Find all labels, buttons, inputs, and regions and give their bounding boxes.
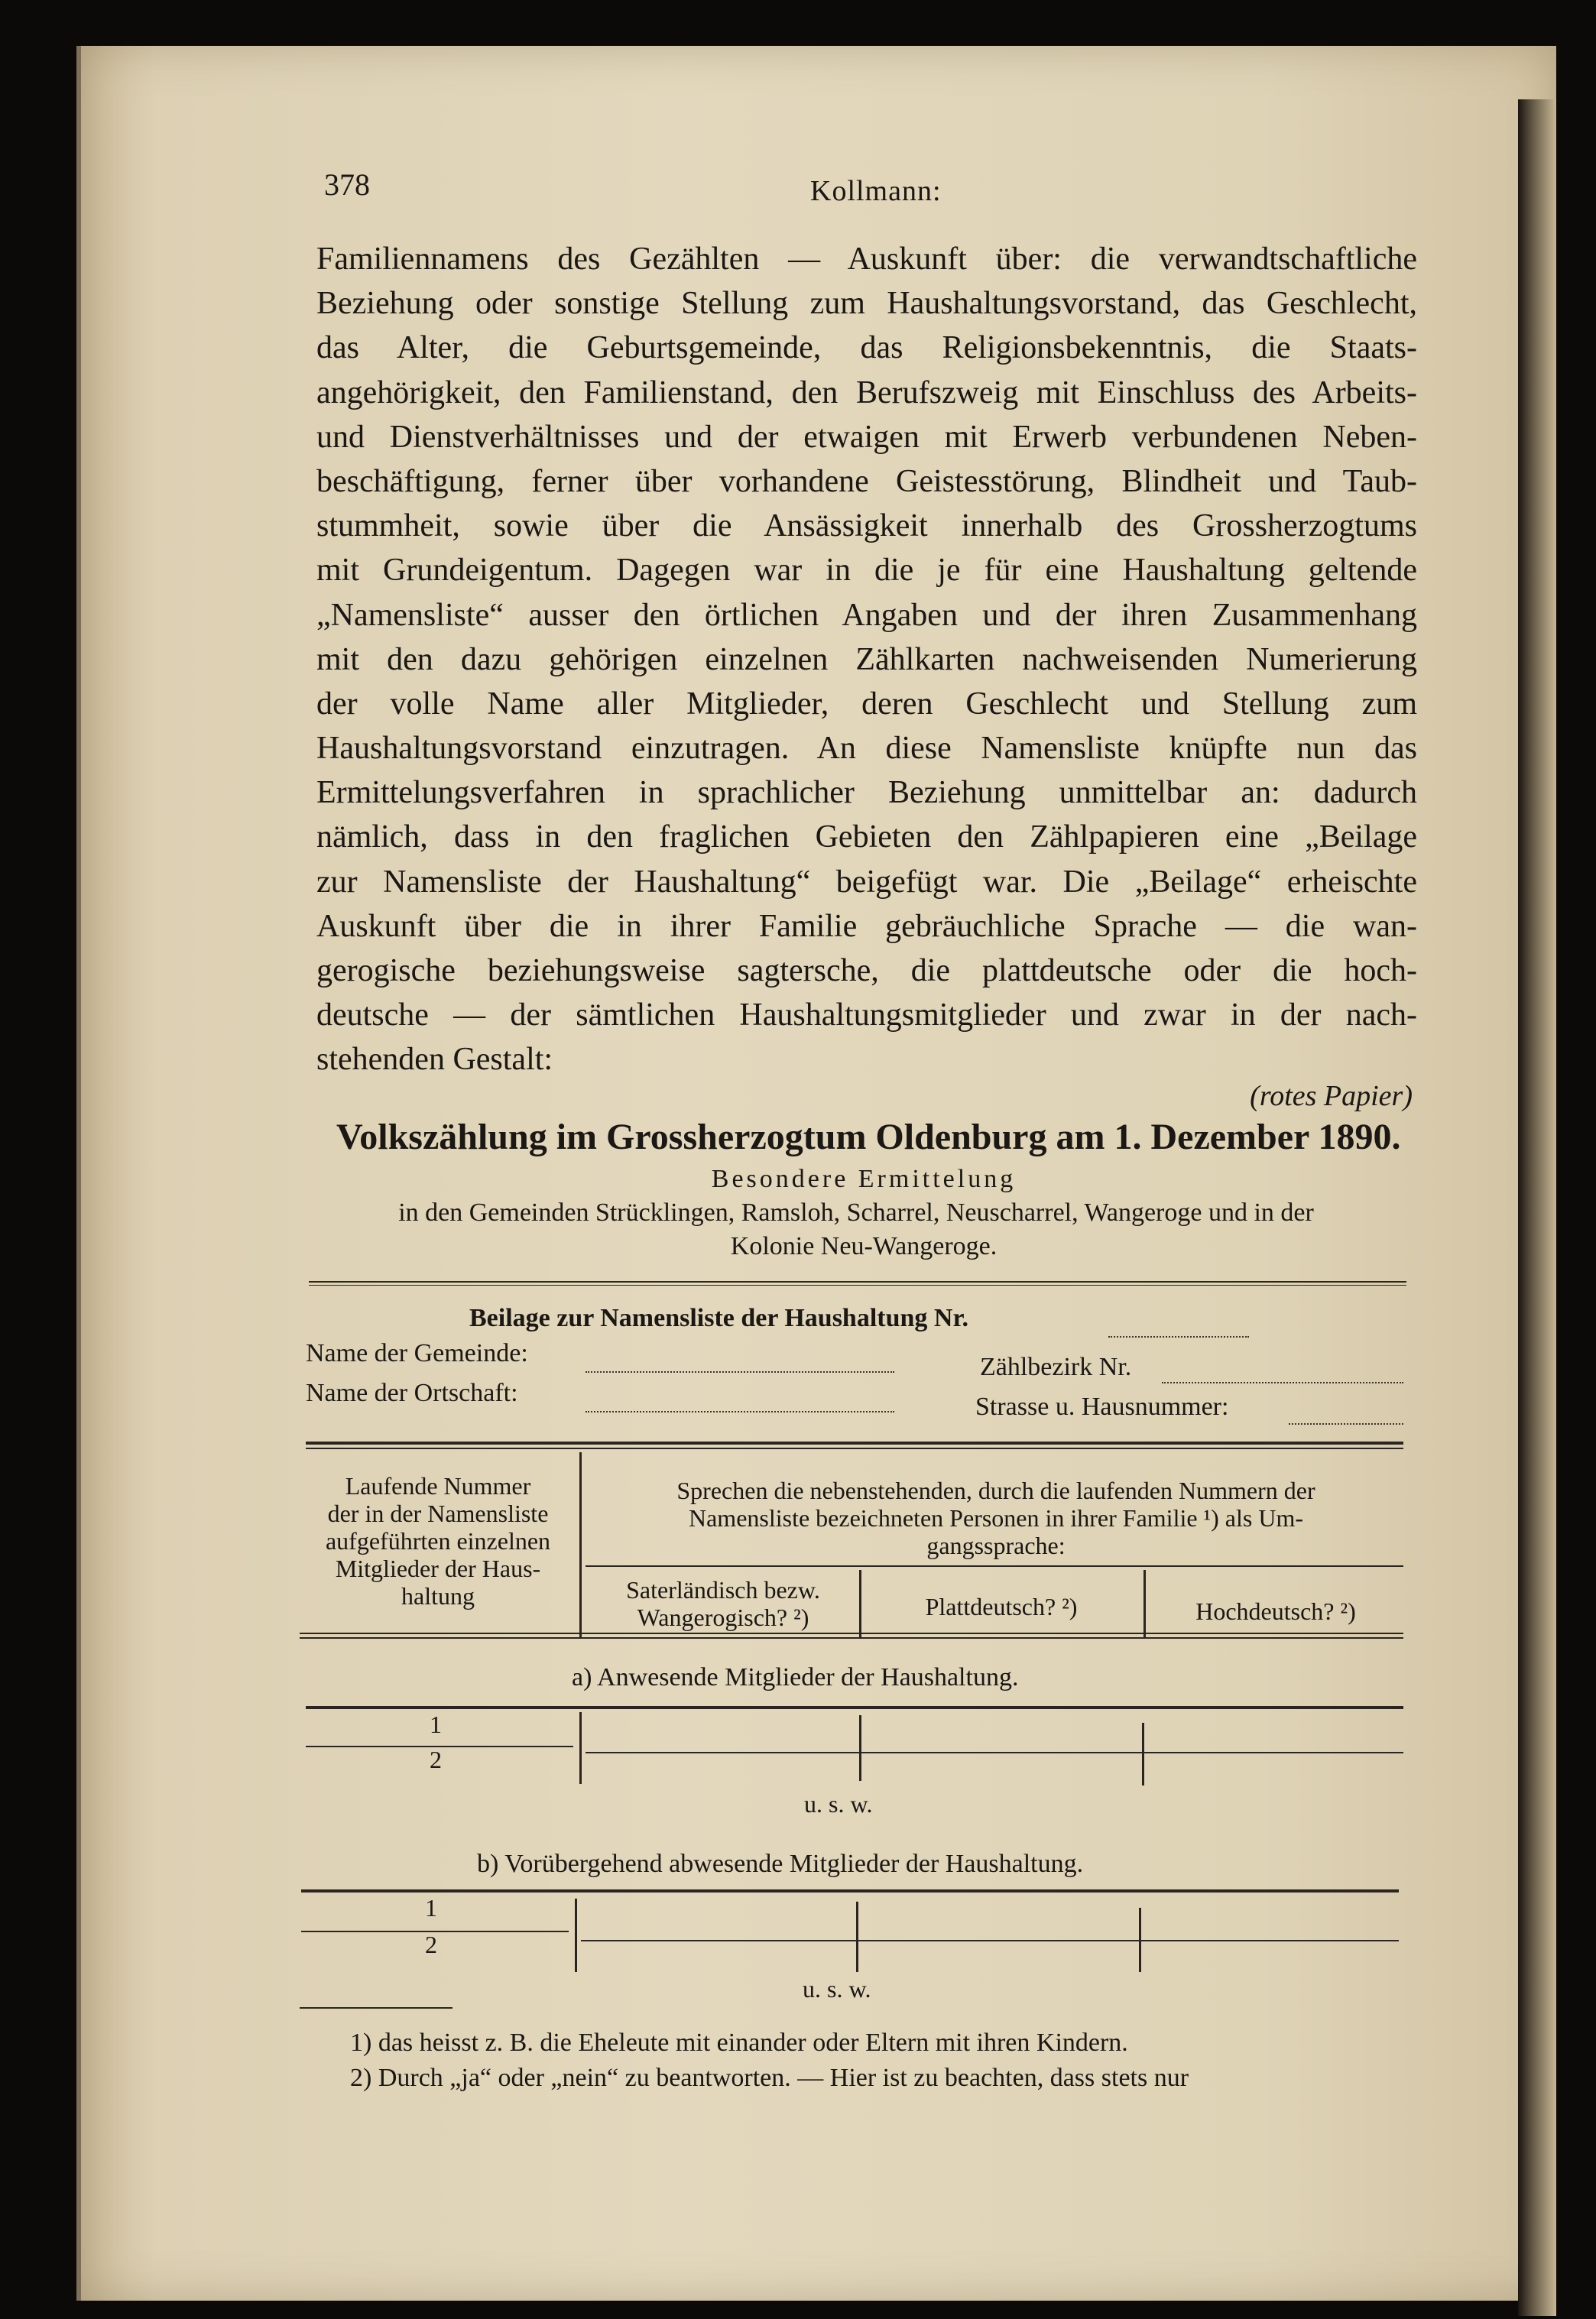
section-rule	[301, 1889, 1399, 1892]
usw-label: u. s. w.	[804, 1790, 873, 1818]
col-group-header: Sprechen die nebenstehenden, durch die laufenden Nummern der Namensliste bezeichneten Personen in ihrer Familie ¹) als Um- gangssprache:	[676, 1477, 1315, 1559]
page-number: 378	[324, 167, 370, 202]
footnote-rule	[300, 2007, 453, 2009]
col-saterlaendisch-header: Saterländisch bezw. Wangerogisch? ²)	[626, 1576, 820, 1631]
col-hochdeutsch-header: Hochdeutsch? ²)	[1195, 1597, 1356, 1625]
col-divider	[859, 1570, 861, 1639]
footnote-2: 2) Durch „ja“ oder „nein“ zu beantworten. — Hier ist zu beachten, dass stets nur	[350, 2064, 1189, 2092]
col-plattdeutsch-header: Plattdeutsch? ²)	[925, 1593, 1078, 1620]
usw-label: u. s. w.	[803, 1975, 871, 2003]
field-line	[586, 1411, 894, 1412]
col1-header: Laufende Nummer der in der Namensliste aufgeführten einzelnen Mitglieder der Haus- haltung	[325, 1472, 551, 1610]
field-zaehlbezirk-label: Zählbezirk Nr.	[980, 1353, 1132, 1381]
footnote-1: 1) das heisst z. B. die Eheleute mit einander oder Eltern mit ihren Kindern.	[350, 2029, 1128, 2057]
running-title: Kollmann:	[810, 175, 942, 207]
body-line: angehörigkeit, den Familienstand, den Berufszweig mit Einschluss des Arbeits-	[316, 375, 1417, 410]
body-paragraph	[316, 237, 1417, 1082]
col-divider	[579, 1452, 582, 1639]
col-divider	[859, 1715, 861, 1781]
body-line: gerogische beziehungsweise sagtersche, die plattdeutsche oder die hoch-	[316, 953, 1417, 988]
body-line: stummheit, sowie über die Ansässigkeit innerhalb des Grossherzogtums	[316, 508, 1417, 544]
col-divider	[575, 1899, 577, 1972]
field-ortschaft-label: Name der Ortschaft:	[306, 1379, 518, 1407]
field-gemeinde-label: Name der Gemeinde:	[306, 1339, 528, 1367]
beilage-heading: Beilage zur Namensliste der Haushaltung Nr.	[469, 1304, 968, 1332]
form-title: Volkszählung im Grossherzogtum Oldenburg am 1. Dezember 1890.	[336, 1117, 1401, 1157]
row-number: 2	[425, 1931, 437, 1958]
row-number: 2	[430, 1746, 442, 1773]
col-divider	[1143, 1570, 1146, 1639]
body-line: der volle Name aller Mitglieder, deren Geschlecht und Stellung zum	[316, 686, 1417, 722]
row-number: 1	[425, 1894, 437, 1922]
section-a-label: a) Anwesende Mitglieder der Haushaltung.	[572, 1663, 1019, 1691]
divider	[309, 1281, 1406, 1286]
header-bottom-rule	[300, 1637, 1403, 1639]
form-communities: in den Gemeinden Strücklingen, Ramsloh, Scharrel, Neuscharrel, Wangeroge und in der	[398, 1198, 1314, 1227]
body-line: das Alter, die Geburtsgemeinde, das Religionsbekenntnis, die Staats-	[316, 330, 1417, 366]
table-top-rule	[306, 1442, 1403, 1445]
field-line	[1108, 1336, 1249, 1338]
body-line: deutsche — der sämtlichen Haushaltungsmitglieder und zwar in der nach-	[316, 997, 1417, 1033]
body-line: Beziehung oder sonstige Stellung zum Haushaltungsvorstand, das Geschlecht,	[316, 286, 1417, 322]
body-line: Ermittelungsverfahren in sprachlicher Beziehung unmittelbar an: dadurch	[316, 775, 1417, 811]
form-colony: Kolonie Neu-Wangeroge.	[730, 1232, 998, 1260]
body-line: mit den dazu gehörigen einzelnen Zählkarten nachweisenden Numerierung	[316, 641, 1417, 677]
body-line: Familiennamens des Gezählten — Auskunft über: die verwandtschaftliche	[316, 242, 1417, 277]
col-divider	[579, 1712, 582, 1784]
section-rule	[306, 1706, 1403, 1709]
body-line: Haushaltungsvorstand einzutragen. An diese Namensliste knüpfte nun das	[316, 731, 1417, 767]
row-number: 1	[430, 1711, 442, 1738]
col-divider	[1142, 1723, 1144, 1785]
body-line: mit Grundeigentum. Dagegen war in die je für eine Haushaltung geltende	[316, 553, 1417, 589]
section-b-label: b) Vorübergehend abwesende Mitglieder der Haushaltung.	[477, 1850, 1084, 1878]
field-line	[1289, 1423, 1403, 1425]
field-strasse-label: Strasse u. Hausnummer:	[975, 1393, 1229, 1421]
field-line	[586, 1371, 894, 1373]
field-line	[1162, 1382, 1403, 1383]
form-subtitle: Besondere Ermittelung	[711, 1165, 1017, 1193]
row-rule	[581, 1940, 1399, 1941]
body-line: Auskunft über die in ihrer Familie gebräuchliche Sprache — die wan-	[316, 908, 1417, 944]
table-top-rule	[306, 1448, 1403, 1449]
body-line: „Namensliste“ ausser den örtlichen Angaben und der ihren Zusammenhang	[316, 597, 1417, 633]
row-rule	[586, 1752, 1403, 1753]
paper-note: (rotes Papier)	[1250, 1080, 1413, 1112]
page-edge	[1518, 99, 1556, 2316]
col-divider	[856, 1902, 858, 1972]
body-line: und Dienstverhältnisses und der etwaigen mit Erwerb verbundenen Neben-	[316, 419, 1417, 455]
subheader-rule	[586, 1565, 1403, 1567]
body-line: beschäftigung, ferner über vorhandene Geistesstörung, Blindheit und Taub-	[316, 463, 1417, 499]
body-line: zur Namensliste der Haushaltung“ beigefügt war. Die „Beilage“ erheischte	[316, 864, 1417, 900]
body-line: stehenden Gestalt:	[316, 1042, 553, 1078]
col-divider	[1139, 1908, 1141, 1972]
body-line: nämlich, dass in den fraglichen Gebieten den Zählpapieren eine „Beilage	[316, 819, 1417, 855]
header-bottom-rule	[300, 1633, 1403, 1634]
